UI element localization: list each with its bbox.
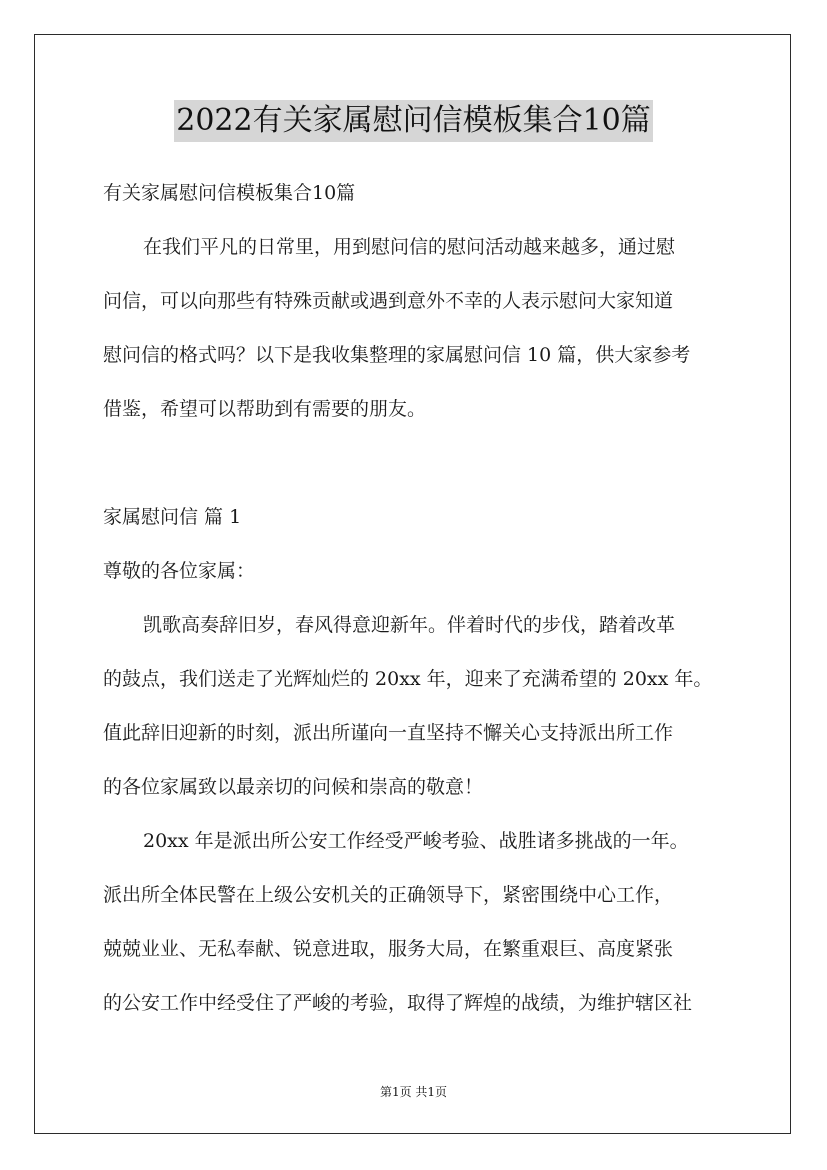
salutation: 尊敬的各位家属： <box>103 560 256 582</box>
document-title: 2022有关家属慰问信模板集合10篇 <box>174 100 653 142</box>
intro-line-3: 慰问信的格式吗？以下是我收集整理的家属慰问信 10 篇，供大家参考 <box>103 344 691 366</box>
intro-line-2: 问信，可以向那些有特殊贡献或遇到意外不幸的人表示慰问大家知道 <box>103 290 674 312</box>
paragraph2-line-2: 派出所全体民警在上级公安机关的正确领导下，紧密围绕中心工作， <box>103 884 674 906</box>
paragraph1-line-3: 值此辞旧迎新的时刻，派出所谨向一直坚持不懈关心支持派出所工作 <box>103 722 674 744</box>
document-subtitle: 有关家属慰问信模板集合10篇 <box>103 182 356 204</box>
paragraph2-line-1: 20xx 年是派出所公安工作经受严峻考验、战胜诸多挑战的一年。 <box>143 830 689 852</box>
title-container <box>0 100 827 142</box>
page-number-footer: 第1页 共1页 <box>379 1085 448 1099</box>
intro-line-1: 在我们平凡的日常里，用到慰问信的慰问活动越来越多，通过慰 <box>143 236 676 258</box>
paragraph2-line-3: 兢兢业业、无私奉献、锐意进取，服务大局，在繁重艰巨、高度紧张 <box>103 938 674 960</box>
section-heading: 家属慰问信 篇 1 <box>103 506 242 528</box>
paragraph2-line-4: 的公安工作中经受住了严峻的考验，取得了辉煌的战绩，为维护辖区社 <box>103 992 693 1014</box>
paragraph1-line-2: 的鼓点，我们送走了光辉灿烂的 20xx 年，迎来了充满希望的 20xx 年。 <box>103 668 713 690</box>
intro-line-4: 借鉴，希望可以帮助到有需要的朋友。 <box>103 398 427 420</box>
paragraph1-line-4: 的各位家属致以最亲切的问候和崇高的敬意！ <box>103 776 484 798</box>
paragraph1-line-1: 凯歌高奏辞旧岁，春风得意迎新年。伴着时代的步伐，踏着改革 <box>143 614 676 636</box>
